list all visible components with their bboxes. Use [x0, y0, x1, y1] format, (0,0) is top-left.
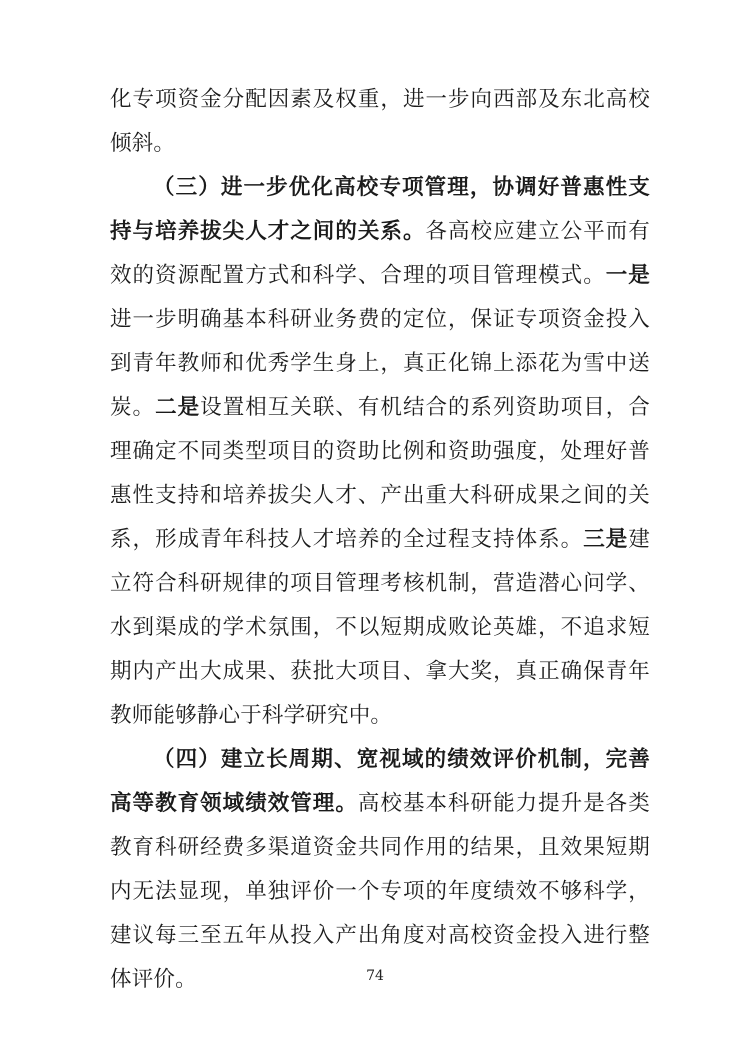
text-run: 化专项资金分配因素及权重，进一步向西部及东北高校倾斜。: [110, 87, 650, 156]
text-run: 设置相互关联、有机结合的系列资助项目，合理确定不同类型项目的资助比例和资助强度，处理好普惠性支持和培养拔尖人才、产出重大科研成果之间的关系，形成青年科技人才培养的全过程支持体系。: [110, 395, 650, 552]
text-run-bold: （三）进一步优化高校专项管理，协调好普惠性支持与培养拔尖人才之间的关系。: [110, 175, 650, 244]
text-run-bold: 三是: [583, 527, 629, 552]
text-run: 高校基本科研能力提升是各类教育科研经费多渠道资金共同作用的结果，且效果短期内无法显现，单独评价一个专项的年度绩效不够科学，建议每三至五年从投入产出角度对高校资金投入进行整体评价。: [110, 791, 651, 992]
paragraph: [110, 166, 650, 738]
page-number: 74: [366, 968, 384, 984]
text-run-bold: （四）建立长周期、宽视域的绩效评价机制，完善高等教育领域绩效管理。: [110, 747, 650, 816]
text-run: 进一步明确基本科研业务费的定位，保证专项资金投入到青年教师和优秀学生身上，真正化锦上添花为雪中送炭。: [110, 307, 650, 420]
page-body: [110, 78, 650, 1002]
paragraph: [110, 78, 650, 166]
text-run-bold: 一是: [605, 263, 651, 288]
paragraph: [110, 738, 650, 1002]
text-run-bold: 二是: [155, 395, 201, 420]
text-run: 建立符合科研规律的项目管理考核机制，营造潜心问学、水到渠成的学术氛围，不以短期成败论英雄，不追求短期内产出大成果、获批大项目、拿大奖，真正确保青年教师能够静心于科学研究中。: [110, 527, 651, 728]
text-run: 各高校应建立公平而有效的资源配置方式和科学、合理的项目管理模式。: [110, 219, 650, 288]
